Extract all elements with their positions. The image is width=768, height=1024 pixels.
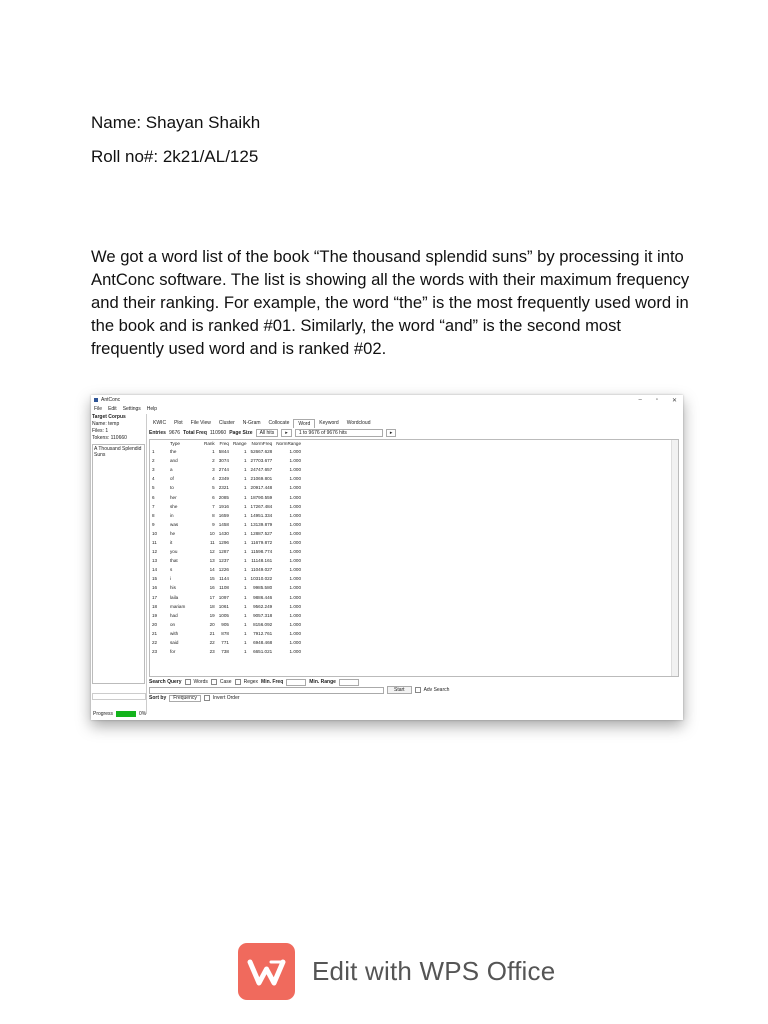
- row-normfreq: 11148.161: [251, 558, 273, 564]
- invert-order-checkbox[interactable]: [204, 695, 210, 701]
- row-rank: 3: [212, 467, 215, 473]
- table-row[interactable]: [150, 629, 303, 638]
- invert-order-label: Invert Order: [212, 695, 240, 701]
- row-type: and: [170, 458, 178, 464]
- file-list[interactable]: [92, 444, 145, 684]
- row-index: 16: [152, 585, 158, 591]
- table-row[interactable]: [150, 556, 303, 565]
- word-list-table: [149, 439, 679, 677]
- row-rank: 5: [212, 485, 215, 491]
- row-normrange: 1.000: [289, 603, 301, 609]
- row-index: 14: [152, 567, 158, 573]
- table-row[interactable]: [150, 565, 303, 574]
- row-index: 21: [152, 630, 158, 636]
- menu-settings[interactable]: Settings: [122, 406, 141, 412]
- table-row[interactable]: [150, 647, 303, 656]
- row-normfreq: 11049.027: [250, 567, 273, 573]
- table-row[interactable]: [150, 474, 303, 483]
- row-normfreq: 9057.318: [253, 612, 273, 618]
- row-index: 11: [152, 539, 157, 545]
- row-index: 1: [152, 449, 155, 455]
- search-input[interactable]: [149, 687, 384, 694]
- row-range: 1: [243, 494, 247, 500]
- row-rank: 4: [212, 476, 215, 482]
- row-index: 18: [152, 603, 158, 609]
- table-row[interactable]: [150, 538, 303, 547]
- row-normfreq: 9886.446: [253, 594, 273, 600]
- name-value: : Shayan Shaikh: [136, 113, 261, 132]
- row-rank: 12: [209, 549, 215, 555]
- table-header: [150, 440, 303, 447]
- student-name: [91, 113, 260, 133]
- hits-range: 1 to 9676 of 9676 hits: [295, 429, 383, 437]
- row-range: 1: [243, 640, 247, 646]
- row-range: 1: [243, 558, 247, 564]
- row-normrange: 1.000: [289, 567, 301, 573]
- table-row[interactable]: [150, 583, 303, 592]
- row-rank: 8: [212, 512, 215, 518]
- results-summary: [149, 429, 396, 437]
- row-range: 1: [243, 485, 247, 491]
- row-normfreq: 20917.448: [250, 485, 273, 491]
- tab-cluster[interactable]: Cluster: [218, 420, 235, 426]
- tab-file-view[interactable]: File View: [190, 420, 211, 426]
- row-freq: 1005: [218, 612, 229, 618]
- antconc-screenshot: [91, 395, 683, 720]
- row-rank: 11: [209, 539, 215, 545]
- wps-logo-icon: [238, 943, 295, 1000]
- regex-checkbox[interactable]: [235, 679, 241, 685]
- row-type: was: [170, 521, 179, 527]
- table-row[interactable]: [150, 520, 303, 529]
- min-freq-label: Min. Freq: [261, 679, 284, 685]
- row-normfreq: 18790.559: [250, 494, 273, 500]
- row-index: 5: [152, 485, 155, 491]
- row-normfreq: 12887.527: [250, 530, 273, 536]
- min-range-input[interactable]: [339, 679, 359, 686]
- row-range: 1: [243, 630, 247, 636]
- table-scrollbar[interactable]: [671, 440, 678, 676]
- row-freq: 1296: [218, 539, 229, 545]
- row-index: 12: [152, 549, 158, 555]
- row-range: 1: [243, 594, 247, 600]
- row-freq: 905: [221, 621, 229, 627]
- row-freq: 771: [221, 640, 229, 646]
- row-normfreq: 11679.872: [250, 539, 273, 545]
- row-type: a: [170, 467, 173, 473]
- row-range: 1: [243, 449, 247, 455]
- min-freq-input[interactable]: [286, 679, 306, 686]
- row-normfreq: 17267.484: [250, 503, 273, 509]
- word-table: [150, 440, 303, 656]
- row-type: had: [170, 612, 178, 618]
- row-freq: 5844: [218, 449, 229, 455]
- menu-bar: [91, 405, 683, 413]
- row-type: it: [170, 539, 173, 545]
- corpus-tokens: Tokens: 110660: [92, 435, 127, 441]
- row-index: 20: [152, 621, 158, 627]
- row-freq: 1144: [219, 576, 229, 582]
- row-type: i: [170, 576, 172, 582]
- row-rank: 7: [212, 503, 215, 509]
- row-rank: 13: [209, 558, 215, 564]
- row-normrange: 1.000: [289, 449, 301, 455]
- file-item[interactable]: A Thousand Splendid Suns: [94, 446, 142, 458]
- table-row[interactable]: [150, 456, 303, 465]
- row-freq: 2349: [218, 476, 229, 482]
- row-index: 22: [152, 640, 158, 646]
- row-range: 1: [243, 476, 247, 482]
- row-normrange: 1.000: [289, 549, 301, 555]
- row-normrange: 1.000: [289, 521, 301, 527]
- row-freq: 1458: [218, 521, 229, 527]
- row-freq: 2085: [218, 494, 229, 500]
- row-index: 23: [152, 649, 158, 655]
- sort-by-select[interactable]: Frequency: [169, 695, 201, 702]
- row-freq: 1659: [218, 512, 229, 518]
- min-range-label: Min. Range: [309, 679, 336, 685]
- tab-n-gram[interactable]: N-Gram: [242, 420, 261, 426]
- row-type: his: [170, 585, 176, 591]
- table-row[interactable]: [150, 593, 303, 602]
- total-freq-value: 110960: [209, 430, 227, 436]
- row-index: 13: [152, 558, 158, 564]
- menu-help[interactable]: Help: [146, 406, 158, 412]
- row-freq: 1108: [219, 585, 229, 591]
- row-rank: 16: [209, 585, 215, 591]
- row-type: said: [170, 640, 179, 646]
- target-corpus-heading: Target Corpus: [92, 414, 126, 420]
- table-row[interactable]: [150, 602, 303, 611]
- col-type[interactable]: Type: [170, 441, 180, 446]
- row-freq: 1916: [218, 503, 229, 509]
- row-range: 1: [243, 603, 247, 609]
- case-label: Case: [219, 679, 232, 685]
- row-rank: 2: [212, 458, 215, 464]
- row-range: 1: [243, 585, 247, 591]
- search-controls: [149, 678, 677, 702]
- page-nav-button[interactable]: ▸: [281, 429, 292, 437]
- row-normrange: 1.000: [289, 539, 301, 545]
- row-normrange: 1.000: [289, 630, 301, 636]
- row-range: 1: [243, 549, 247, 555]
- progress-value: 0: [139, 711, 142, 717]
- table-row[interactable]: [150, 611, 303, 620]
- row-rank: 23: [209, 649, 215, 655]
- row-freq: 1226: [218, 567, 229, 573]
- roll-value: : 2k21/AL/125: [153, 147, 259, 166]
- row-rank: 21: [209, 630, 215, 636]
- corpus-pane: [91, 414, 147, 714]
- row-normrange: 1.000: [289, 458, 301, 464]
- col-rank[interactable]: Rank: [204, 441, 215, 446]
- row-index: 15: [152, 576, 158, 582]
- row-normfreq: 7912.761: [253, 630, 273, 636]
- row-type: with: [170, 630, 179, 636]
- row-type: her: [170, 494, 177, 500]
- description-text: We got a word list of the book “The thousand splendid suns” by processing it into AntConc software. The list is showing all the words with their maximum frequency and their ranking. For example, the word “the” is the most frequently used word in the book and is ranked #01. Similarly, the word “and” is the second most frequently used word and is ranked #02.: [91, 247, 690, 358]
- row-normfreq: 6948.468: [253, 640, 273, 646]
- row-normrange: 1.000: [289, 512, 301, 518]
- row-normfreq: 9985.580: [253, 585, 273, 591]
- row-normfreq: 14951.334: [250, 512, 273, 518]
- minimize-icon[interactable]: –: [638, 396, 642, 403]
- page-size-label: Page Size: [229, 430, 253, 436]
- row-rank: 1: [212, 449, 215, 455]
- col-normfreq[interactable]: NormFreq: [251, 441, 273, 446]
- row-type: in: [170, 512, 174, 518]
- row-normrange: 1.000: [289, 585, 301, 591]
- table-row[interactable]: [150, 465, 303, 474]
- app-icon: [94, 398, 98, 402]
- row-range: 1: [243, 576, 247, 582]
- row-type: mariam: [170, 603, 186, 609]
- row-normrange: 1.000: [289, 558, 301, 564]
- adv-search-checkbox[interactable]: [415, 687, 421, 693]
- table-row[interactable]: [150, 547, 303, 556]
- menu-edit[interactable]: Edit: [108, 406, 117, 412]
- row-index: 9: [152, 521, 155, 527]
- row-range: 1: [243, 567, 247, 573]
- row-normfreq: 52667.628: [250, 449, 273, 455]
- row-rank: 17: [209, 594, 215, 600]
- table-row[interactable]: [150, 529, 303, 538]
- row-normrange: 1.000: [289, 476, 301, 482]
- page-next-button[interactable]: ▸: [386, 429, 397, 437]
- wps-footer: [238, 943, 555, 1000]
- tab-wordcloud[interactable]: Wordcloud: [346, 420, 371, 426]
- row-index: 6: [152, 494, 155, 500]
- row-range: 1: [243, 503, 247, 509]
- row-type: she: [170, 503, 178, 509]
- row-rank: 14: [209, 567, 215, 573]
- row-type: he: [170, 530, 176, 536]
- corpus-files: Files: 1: [92, 428, 109, 434]
- row-freq: 2744: [218, 467, 229, 473]
- roll-number: [91, 147, 258, 167]
- corpus-name: Name: temp: [92, 421, 120, 427]
- table-row[interactable]: [150, 483, 303, 492]
- row-index: 10: [152, 530, 158, 536]
- row-rank: 20: [209, 621, 215, 627]
- row-type: you: [170, 549, 178, 555]
- row-normrange: 1.000: [289, 485, 301, 491]
- row-type: laila: [170, 594, 179, 600]
- row-normrange: 1.000: [289, 530, 301, 536]
- row-rank: 6: [212, 494, 215, 500]
- row-index: 19: [152, 612, 158, 618]
- row-normfreq: 27703.677: [250, 458, 273, 464]
- case-checkbox[interactable]: [211, 679, 217, 685]
- total-freq-label: Total Freq: [183, 430, 207, 436]
- row-type: for: [170, 649, 176, 655]
- corpus-scrollbar[interactable]: [92, 693, 146, 700]
- row-freq: 1097: [218, 594, 229, 600]
- row-normfreq: 8156.092: [253, 621, 273, 627]
- row-index: 7: [152, 503, 155, 509]
- tab-keyword[interactable]: Keyword: [319, 420, 339, 426]
- name-label: Name: [91, 113, 137, 132]
- row-normrange: 1.000: [289, 612, 301, 618]
- roll-label: Roll no#: [91, 147, 154, 166]
- row-range: 1: [243, 521, 247, 527]
- close-icon[interactable]: ✕: [671, 397, 677, 404]
- row-range: 1: [243, 612, 247, 618]
- tab-kwic[interactable]: KWIC: [153, 420, 167, 426]
- row-range: 1: [243, 467, 247, 473]
- adv-search-label: Adv Search: [423, 687, 450, 693]
- row-type: that: [170, 558, 178, 564]
- table-row[interactable]: [150, 638, 303, 647]
- row-normfreq: 6651.021: [253, 649, 273, 655]
- row-freq: 878: [221, 630, 229, 636]
- col-freq[interactable]: Freq: [219, 441, 229, 446]
- row-normrange: 1.000: [289, 494, 301, 500]
- col-range[interactable]: Range: [232, 441, 247, 446]
- row-normrange: 1.000: [289, 467, 301, 473]
- row-range: 1: [243, 649, 247, 655]
- row-type: the: [170, 449, 177, 455]
- row-rank: 9: [212, 521, 215, 527]
- maximize-icon[interactable]: ▫: [655, 396, 658, 403]
- row-type: of: [170, 476, 174, 482]
- wps-brand-text: Edit with WPS Office: [312, 956, 556, 986]
- row-normrange: 1.000: [289, 649, 301, 655]
- tool-tabs: [149, 419, 375, 428]
- table-row[interactable]: [150, 502, 303, 511]
- row-freq: 1287: [218, 549, 229, 555]
- words-label: Words: [193, 679, 208, 685]
- tab-collocate[interactable]: Collocate: [268, 420, 290, 426]
- row-normrange: 1.000: [289, 621, 301, 627]
- progress-bar: [116, 711, 136, 717]
- row-freq: 2321: [218, 485, 229, 491]
- progress-label: Progress: [93, 711, 114, 717]
- words-checkbox[interactable]: [185, 679, 191, 685]
- row-range: 1: [243, 530, 247, 536]
- row-freq: 1061: [218, 603, 229, 609]
- row-index: 2: [152, 458, 155, 464]
- row-rank: 10: [209, 530, 215, 536]
- row-normfreq: 11598.774: [250, 549, 273, 555]
- row-range: 1: [243, 458, 247, 464]
- row-freq: 1237: [218, 558, 229, 564]
- row-index: 3: [152, 467, 155, 473]
- progress-area: Progress 0%: [93, 711, 147, 717]
- row-index: 8: [152, 512, 155, 518]
- row-normfreq: 9562.249: [253, 603, 273, 609]
- row-index: 17: [152, 594, 158, 600]
- table-row[interactable]: [150, 492, 303, 501]
- table-row[interactable]: [150, 447, 303, 456]
- window-controls: [638, 397, 683, 404]
- row-range: 1: [243, 539, 247, 545]
- tab-word[interactable]: Word: [293, 419, 315, 428]
- row-range: 1: [243, 621, 247, 627]
- description-paragraph: [91, 245, 691, 360]
- row-type: on: [170, 621, 176, 627]
- row-rank: 22: [209, 640, 215, 646]
- menu-file[interactable]: File: [94, 406, 103, 412]
- row-freq: 3074: [218, 458, 229, 464]
- window-title: AntConc: [101, 397, 121, 403]
- entries-value: 9676: [168, 430, 181, 436]
- row-normfreq: 21069.801: [250, 476, 273, 482]
- tab-plot[interactable]: Plot: [174, 420, 183, 426]
- row-normfreq: 24747.657: [250, 467, 273, 473]
- table-row[interactable]: [150, 620, 303, 629]
- row-freq: 1430: [218, 530, 229, 536]
- row-normrange: 1.000: [289, 503, 301, 509]
- page-size-select[interactable]: All hits: [256, 429, 279, 437]
- row-rank: 19: [209, 612, 215, 618]
- row-normrange: 1.000: [289, 640, 301, 646]
- row-range: 1: [243, 512, 247, 518]
- row-rank: 18: [209, 603, 215, 609]
- table-row[interactable]: [150, 511, 303, 520]
- row-normrange: 1.000: [289, 594, 301, 600]
- start-button[interactable]: Start: [387, 686, 412, 694]
- table-row[interactable]: [150, 574, 303, 583]
- window-titlebar: [91, 395, 683, 405]
- row-rank: 15: [209, 576, 215, 582]
- row-normrange: 1.000: [289, 576, 301, 582]
- regex-label: Regex: [243, 679, 259, 685]
- row-type: s: [170, 567, 173, 573]
- row-type: to: [170, 485, 174, 491]
- row-normfreq: 10310.022: [250, 576, 273, 582]
- search-query-label: Search Query: [149, 679, 182, 685]
- entries-label: Entries: [149, 430, 166, 436]
- col-index: [150, 440, 162, 447]
- sort-by-label: Sort by: [149, 695, 167, 701]
- row-index: 4: [152, 476, 155, 482]
- col-normrange[interactable]: NormRange: [276, 441, 301, 446]
- row-normfreq: 13139.879: [250, 521, 273, 527]
- row-freq: 738: [221, 649, 229, 655]
